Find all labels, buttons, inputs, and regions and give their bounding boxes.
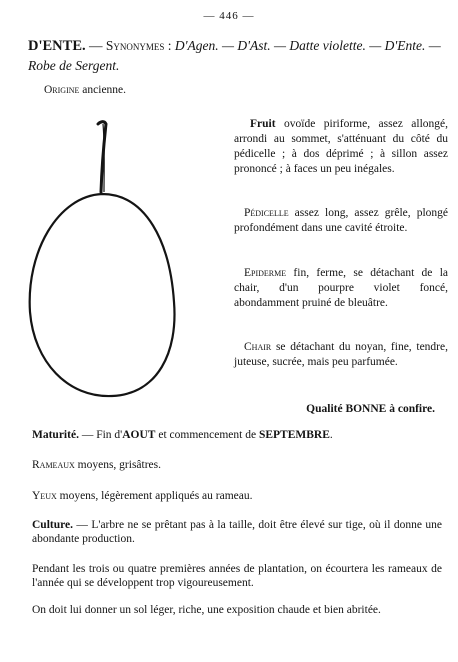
heading-dash: — <box>85 38 106 53</box>
maturity-text-1: — Fin d' <box>78 429 123 441</box>
rameaux-lead: Rameaux <box>32 459 75 471</box>
origin-value: ancienne. <box>82 84 127 96</box>
maturity-month-2: SEPTEMBRE <box>258 429 330 441</box>
soil-paragraph: On doit lui donner un sol léger, riche, une exposition chaude et bien abritée. <box>32 604 381 616</box>
chair-lead: Chair <box>244 341 272 353</box>
yeux-line <box>32 489 442 503</box>
stalk-line <box>98 122 106 192</box>
pruning-paragraph: Pendant les trois ou quatre premières années de plantation, on écourtera les rameaux de l'année qui se développent trop vigoureusement. <box>32 563 442 589</box>
culture-text: — L'arbre ne se prêtant pas à la taille, doit être élevé sur tige, où il donne une abondante production. <box>32 519 442 545</box>
maturity-line <box>32 428 442 442</box>
fruit-lead: Fruit <box>250 118 276 130</box>
synonyms-list: D'Agen. — D'Ast. — Datte violette. — D'Ente. — Robe de Sergent. <box>28 38 441 73</box>
chair-text: se détachant du noyan, fine, tendre, juteuse, sucrée, mais peu parfumée. <box>234 341 448 368</box>
rameaux-line <box>32 458 442 472</box>
pedicelle-lead: Pédicelle <box>244 207 289 219</box>
maturity-text-2: et commencement de <box>155 429 259 441</box>
fruit-drawing <box>18 112 198 412</box>
pedicelle-text: assez long, assez grêle, plongé profondément dans une cavité étroite. <box>234 207 448 234</box>
maturity-end: . <box>329 429 333 441</box>
fruit-outline <box>30 194 175 396</box>
page-number: — 446 — <box>203 10 255 22</box>
fruit-description <box>234 117 448 177</box>
entry-heading: D'ENTE. — Synonymes : D'Agen. — D'Ast. — Datte violette. — D'Ente. — Robe de Sergent. <box>28 38 441 73</box>
epiderme-text: fin, ferme, se détachant de la chair, d'un pourpre violet foncé, abondamment pruiné de bleuâtre. <box>234 267 448 309</box>
epiderme-lead: Epiderme <box>244 267 287 279</box>
maturity-lead: Maturité. <box>32 429 79 441</box>
culture-paragraph <box>32 518 442 546</box>
origin-label: Origine <box>44 84 80 96</box>
yeux-text: moyens, légèrement appliqués au rameau. <box>56 490 253 502</box>
pedicelle-description <box>234 206 448 236</box>
rameaux-text: moyens, grisâtres. <box>74 459 162 471</box>
quality-line: Qualité BONNE à confire. <box>306 403 435 415</box>
synonymes-label: Synonymes <box>105 38 165 53</box>
variety-name: D'ENTE. <box>28 38 86 54</box>
maturity-month-1: AOUT <box>122 429 156 441</box>
epiderme-description <box>234 266 448 311</box>
fruit-text: ovoïde piriforme, assez allongé, arrondi au sommet, s'atténuant du côté du pédicelle ; à dos déprimé ; à sillon assez prononcé ; à faces un peu inégales. <box>234 118 448 175</box>
chair-description <box>234 340 448 370</box>
culture-lead: Culture. <box>32 519 73 531</box>
origin-line <box>44 84 126 96</box>
yeux-lead: Yeux <box>32 490 57 502</box>
